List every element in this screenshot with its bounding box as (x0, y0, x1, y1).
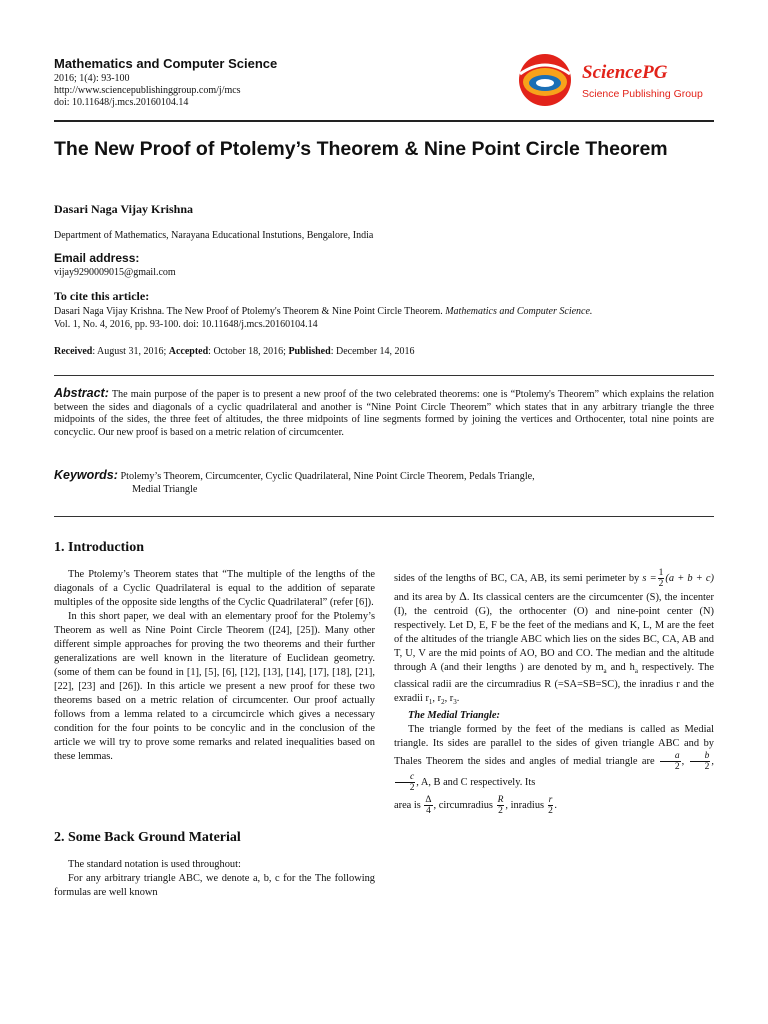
background-paragraph-2: For any arbitrary triangle ABC, we denote a, b, c for the The following formulas are well known (54, 873, 375, 898)
affiliation: Department of Mathematics, Narayana Educational Instutions, Bengalore, India (54, 230, 374, 241)
comma-r3: , r (444, 693, 454, 705)
subscript-2: 2 (441, 698, 445, 707)
delta-symbol: Δ (459, 589, 467, 603)
angles-text: , A, B and C respectively. Its (416, 777, 536, 789)
introduction-body (54, 568, 375, 764)
fraction-R-over-2 (497, 795, 505, 816)
received-date: : August 31, 2016; (92, 346, 169, 357)
article-dates (54, 346, 714, 359)
intro-paragraph-2: In this short paper, we deal with an elementary proof for the Ptolemy’s Theorem as well as Nine Point Circle Theorem ([24], [25]). Many other different simple approaches for proving the two theorems and their further generalizations are well known in the literature of Euclidean geometry. (some of them can be found in [1], [5], [6], [12], [13], [14], [17], [18], [21], [22], [23] and [26]). In this article we present a new proof for these two theorems based on a metric relation of circumcenter. Our proof actually follows from a lemma related to a circumcircle which gives a necessary condition for the four points to be concylic and in the conclusion of the article we will try to prove some remarks and related inequalities based on these lemmas. (54, 611, 375, 762)
keywords-line2: Medial Triangle (132, 484, 198, 495)
medial-triangle-paragraph: The triangle formed by the feet of the medians is called as Medial triangle. Its sides are parallel to the sides of given triangle ABC and by Thales Theorem the sides and angles of medial triangle are $\frac{a}{2}$ , $\frac{b}{2}$ , $\frac{c}{2}$ , A, B and C respectively. Its (394, 724, 714, 794)
notation-paragraph (394, 568, 714, 709)
inradius-text: , inradius (505, 800, 547, 812)
subscript-a2: a (634, 667, 638, 676)
abstract-bottom-rule (54, 516, 714, 517)
keywords-label: Keywords: (54, 468, 118, 482)
numerator-c: c (395, 772, 415, 783)
author-name: Dasari Naga Vijay Krishna (54, 202, 194, 216)
abstract (54, 387, 714, 439)
comma-r2: , r (432, 693, 442, 705)
accepted-label: Accepted (168, 346, 209, 357)
citation (54, 306, 714, 331)
email-label: Email address: (54, 251, 140, 265)
numerator-a: a (660, 751, 681, 762)
section-introduction-heading: 1. Introduction (54, 540, 144, 555)
accepted-date: : October 18, 2016; (208, 346, 289, 357)
period: . (456, 693, 460, 705)
denominator-2c: 2 (409, 783, 415, 794)
circumradius-text: , circumradius (433, 800, 496, 812)
end-period: . (554, 800, 557, 812)
logo-subtitle: Science Publishing Group (582, 88, 703, 100)
fraction-numerator: 1 (658, 568, 664, 578)
medial-measures (394, 795, 714, 816)
background-body (54, 858, 375, 900)
notation-rest: . Its classical centers are the circumcenter (S), the incenter (I), the centroid (G), the orthocenter (O) and nine-point center (N) respectively. Let D, E, F be the feet of the medians and K, L, M are the feet of the altitudes of the triangle ABC which lies on the sides BC, CA, AB and T, U, V are the mid points of AO, BO and CO. The median and the altitude through A (and their lengths ) are denoted by m (394, 592, 714, 673)
citation-journal: Mathematics and Computer Science. (445, 306, 593, 317)
medial-triangle-heading: The Medial Triangle: (408, 710, 500, 722)
subscript-1: 1 (428, 698, 433, 707)
journal-name: Mathematics and Computer Science (54, 56, 278, 71)
fraction-c-over-2 (395, 772, 415, 793)
subscript-a: a (603, 667, 607, 676)
right-column-body (394, 568, 714, 816)
numerator-b: b (690, 751, 711, 762)
notation-line1: sides of the lengths of BC, CA, AB, its semi perimeter by (394, 572, 640, 584)
semiperimeter-expression: (a + b + c) (665, 572, 715, 584)
journal-url[interactable]: http://www.sciencepublishinggroup.com/j/mcs (54, 85, 241, 96)
keywords (54, 469, 714, 496)
fraction-r-over-2 (548, 795, 554, 816)
denominator-2R: 2 (498, 806, 503, 817)
numerator-delta: Δ (425, 795, 432, 806)
area-is-text: area is (394, 800, 424, 812)
denominator-2r: 2 (548, 806, 553, 817)
denominator-4: 4 (426, 806, 431, 817)
area-text: and its area by (394, 592, 460, 603)
header-rule (54, 120, 714, 122)
fraction-b-over-2 (690, 751, 711, 772)
sciencepg-logo (512, 50, 712, 110)
fraction-a-over-2 (660, 751, 681, 772)
semiperimeter-symbol: s = (642, 572, 657, 584)
medial-text: The triangle formed by the feet of the medians is called as Medial triangle. Its sides are parallel to the sides of given triangle ABC and by Thales Theorem the sides and angles of medial triangle are (394, 724, 714, 768)
abstract-label: Abstract: (54, 386, 109, 400)
logo-name: SciencePG (582, 62, 668, 83)
citation-text: Dasari Naga Vijay Krishna. The New Proof of Ptolemy's Theorem & Nine Point Circle Theorem. (54, 306, 446, 317)
cite-label: To cite this article: (54, 289, 150, 303)
abstract-text: The main purpose of the paper is to present a new proof of the two celebrated theorems: one is “Ptolemy's Theorem” which explains the relation between the sides and diagonals of a cyclic quadrilateral and another is “Nine Point Circle Theorem” which states that in any arbitrary triangle the three midpoints of the sides, the three feet of altitudes, the three midpoints of line segments formed by joining the vertices and Orthocenter, total nine points are concyclic. Our new proof is based on a metric relation of circumcenter. (54, 389, 714, 438)
denominator-2a: 2 (674, 762, 680, 773)
paper-title: The New Proof of Ptolemy’s Theorem & Nine Point Circle Theorem (54, 138, 668, 160)
fraction-denominator: 2 (658, 579, 664, 589)
background-paragraph-1: The standard notation is used throughout: (68, 859, 241, 870)
section-background-heading: 2. Some Back Ground Material (54, 830, 241, 845)
published-label: Published (288, 346, 331, 357)
intro-paragraph-1: The Ptolemy’s Theorem states that “The multiple of the lengths of the diagonals of a Cyclic Quadrilateral is equal to the addition of separate multiples of the opposite side lengths of the Cyclic Quadrilateral” (refer [6]). (54, 569, 375, 608)
sciencepg-swirl-logo-icon (514, 50, 576, 110)
published-date: : December 14, 2016 (330, 346, 415, 357)
altitude-text: and h (606, 662, 635, 673)
notation-rest2: respectively. The classical radii are the circumradius R (=SA=SB=SC), the inradius r and the exradii r (394, 662, 714, 705)
keywords-line1: Ptolemy’s Theorem, Circumcenter, Cyclic Quadrilateral, Nine Point Circle Theorem, Pedals Triangle, (120, 471, 535, 482)
abstract-top-rule (54, 375, 714, 376)
email-address[interactable]: vijay9290009015@gmail.com (54, 267, 176, 278)
denominator-2b: 2 (704, 762, 710, 773)
received-label: Received (54, 346, 93, 357)
fraction-half (658, 568, 665, 589)
journal-doi: doi: 10.11648/j.mcs.20160104.14 (54, 97, 189, 108)
journal-volume: 2016; 1(4): 93-100 (54, 73, 130, 84)
numerator-r: r (548, 795, 553, 806)
numerator-R: R (497, 795, 504, 806)
citation-volume: Vol. 1, No. 4, 2016, pp. 93-100. doi: 10.11648/j.mcs.20160104.14 (54, 318, 318, 330)
subscript-3: 3 (453, 698, 457, 707)
fraction-delta-over-4 (424, 795, 432, 816)
